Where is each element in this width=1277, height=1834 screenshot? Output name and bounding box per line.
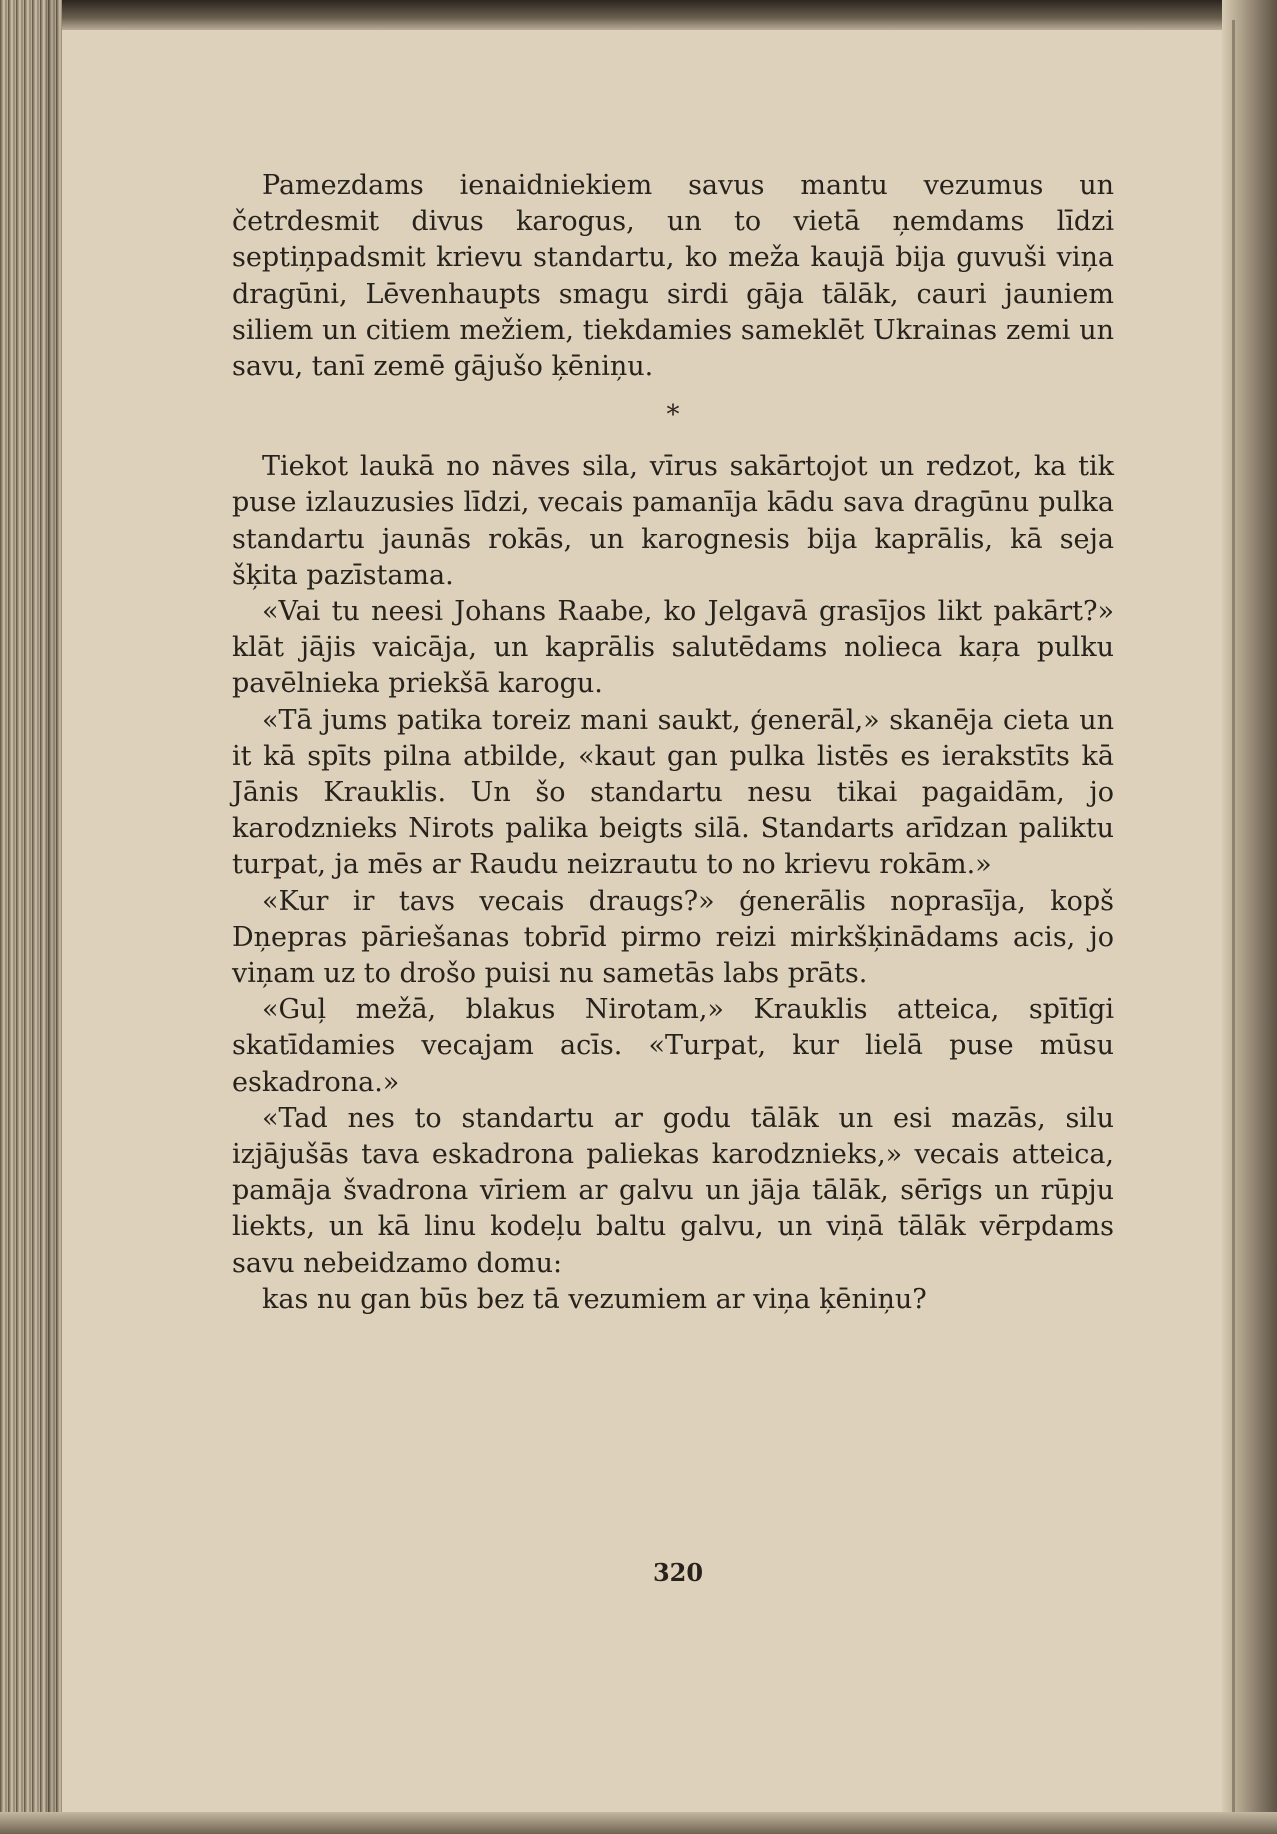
gutter-fold-line	[1232, 20, 1235, 1820]
paragraph: «Kur ir tavs vecais draugs?» ģenerālis noprasīja, kopš Dņepras pāriešanas tobrīd pirmo reizi mirkšķinādams acis, jo viņam uz to drošo puisi nu sametās labs prāts.	[232, 885, 1114, 990]
paragraph: Tiekot laukā no nāves sila, vīrus sakārtojot un redzot, ka tik puse izlauzusies līdzi, vecais pamanīja kādu sava dragūnu pulka standartu jaunās rokās, un karognesis bija kaprālis, kā seja šķita pazīstama.	[232, 451, 1114, 591]
paragraph: «Tad nes to standartu ar godu tālāk un esi mazās, silu izjājušās tava eskadrona paliekas karodznieks,» vecais atteica, pamāja švadrona vīriem ar galvu un jāja tālāk, sērīgs un rūpju liekts, un kā linu kodeļu baltu galvu, un viņā tālāk vērpdams savu nebeidzamo domu:	[232, 1102, 1114, 1279]
paragraph: Pamezdams ienaidniekiem savus mantu vezumus un četrdesmit divus karogus, un to vietā ņemdams līdzi septiņpadsmit krievu standartu, ko meža kaujā bija guvuši viņa dragūni, Lēvenhaupts smagu sirdi gāja tālāk, cauri jauniem siliem un citiem mežiem, tiekdamies sameklēt Ukrainas zemi un savu, tanī zemē gājušo ķēniņu.	[232, 170, 1114, 383]
page-top-edge	[0, 0, 1277, 30]
section-break-asterisk: *	[666, 400, 680, 431]
page-text	[232, 168, 1114, 1318]
paragraph: «Vai tu neesi Johans Raabe, ko Jelgavā grasījos likt pakārt?» klāt jājis vaicāja, un kaprālis salutēdams nolieca kaŗa pulku pavēlnieka priekšā karogu.	[232, 596, 1114, 700]
page-number: 320	[652, 1558, 704, 1587]
paragraph: kas nu gan būs bez tā vezumiem ar viņa ķēniņu?	[262, 1283, 927, 1315]
page-bottom-edge	[0, 1812, 1277, 1834]
paragraph: «Guļ mežā, blakus Nirotam,» Krauklis atteica, spītīgi skatīdamies vecajam acīs. «Turpat, kur lielā puse mūsu eskadrona.»	[232, 994, 1114, 1098]
paragraph: «Tā jums patika toreiz mani saukt, ģenerāl,» skanēja cieta un it kā spīts pilna atbilde, «kaut gan pulka listēs es ierakstīts kā Jānis Krauklis. Un šo standartu nesu tikai pagaidām, jo karodznieks Nirots palika beigts silā. Standarts arīdzan paliktu turpat, ja mēs ar Raudu neizrautu to no krievu rokām.»	[232, 704, 1114, 881]
